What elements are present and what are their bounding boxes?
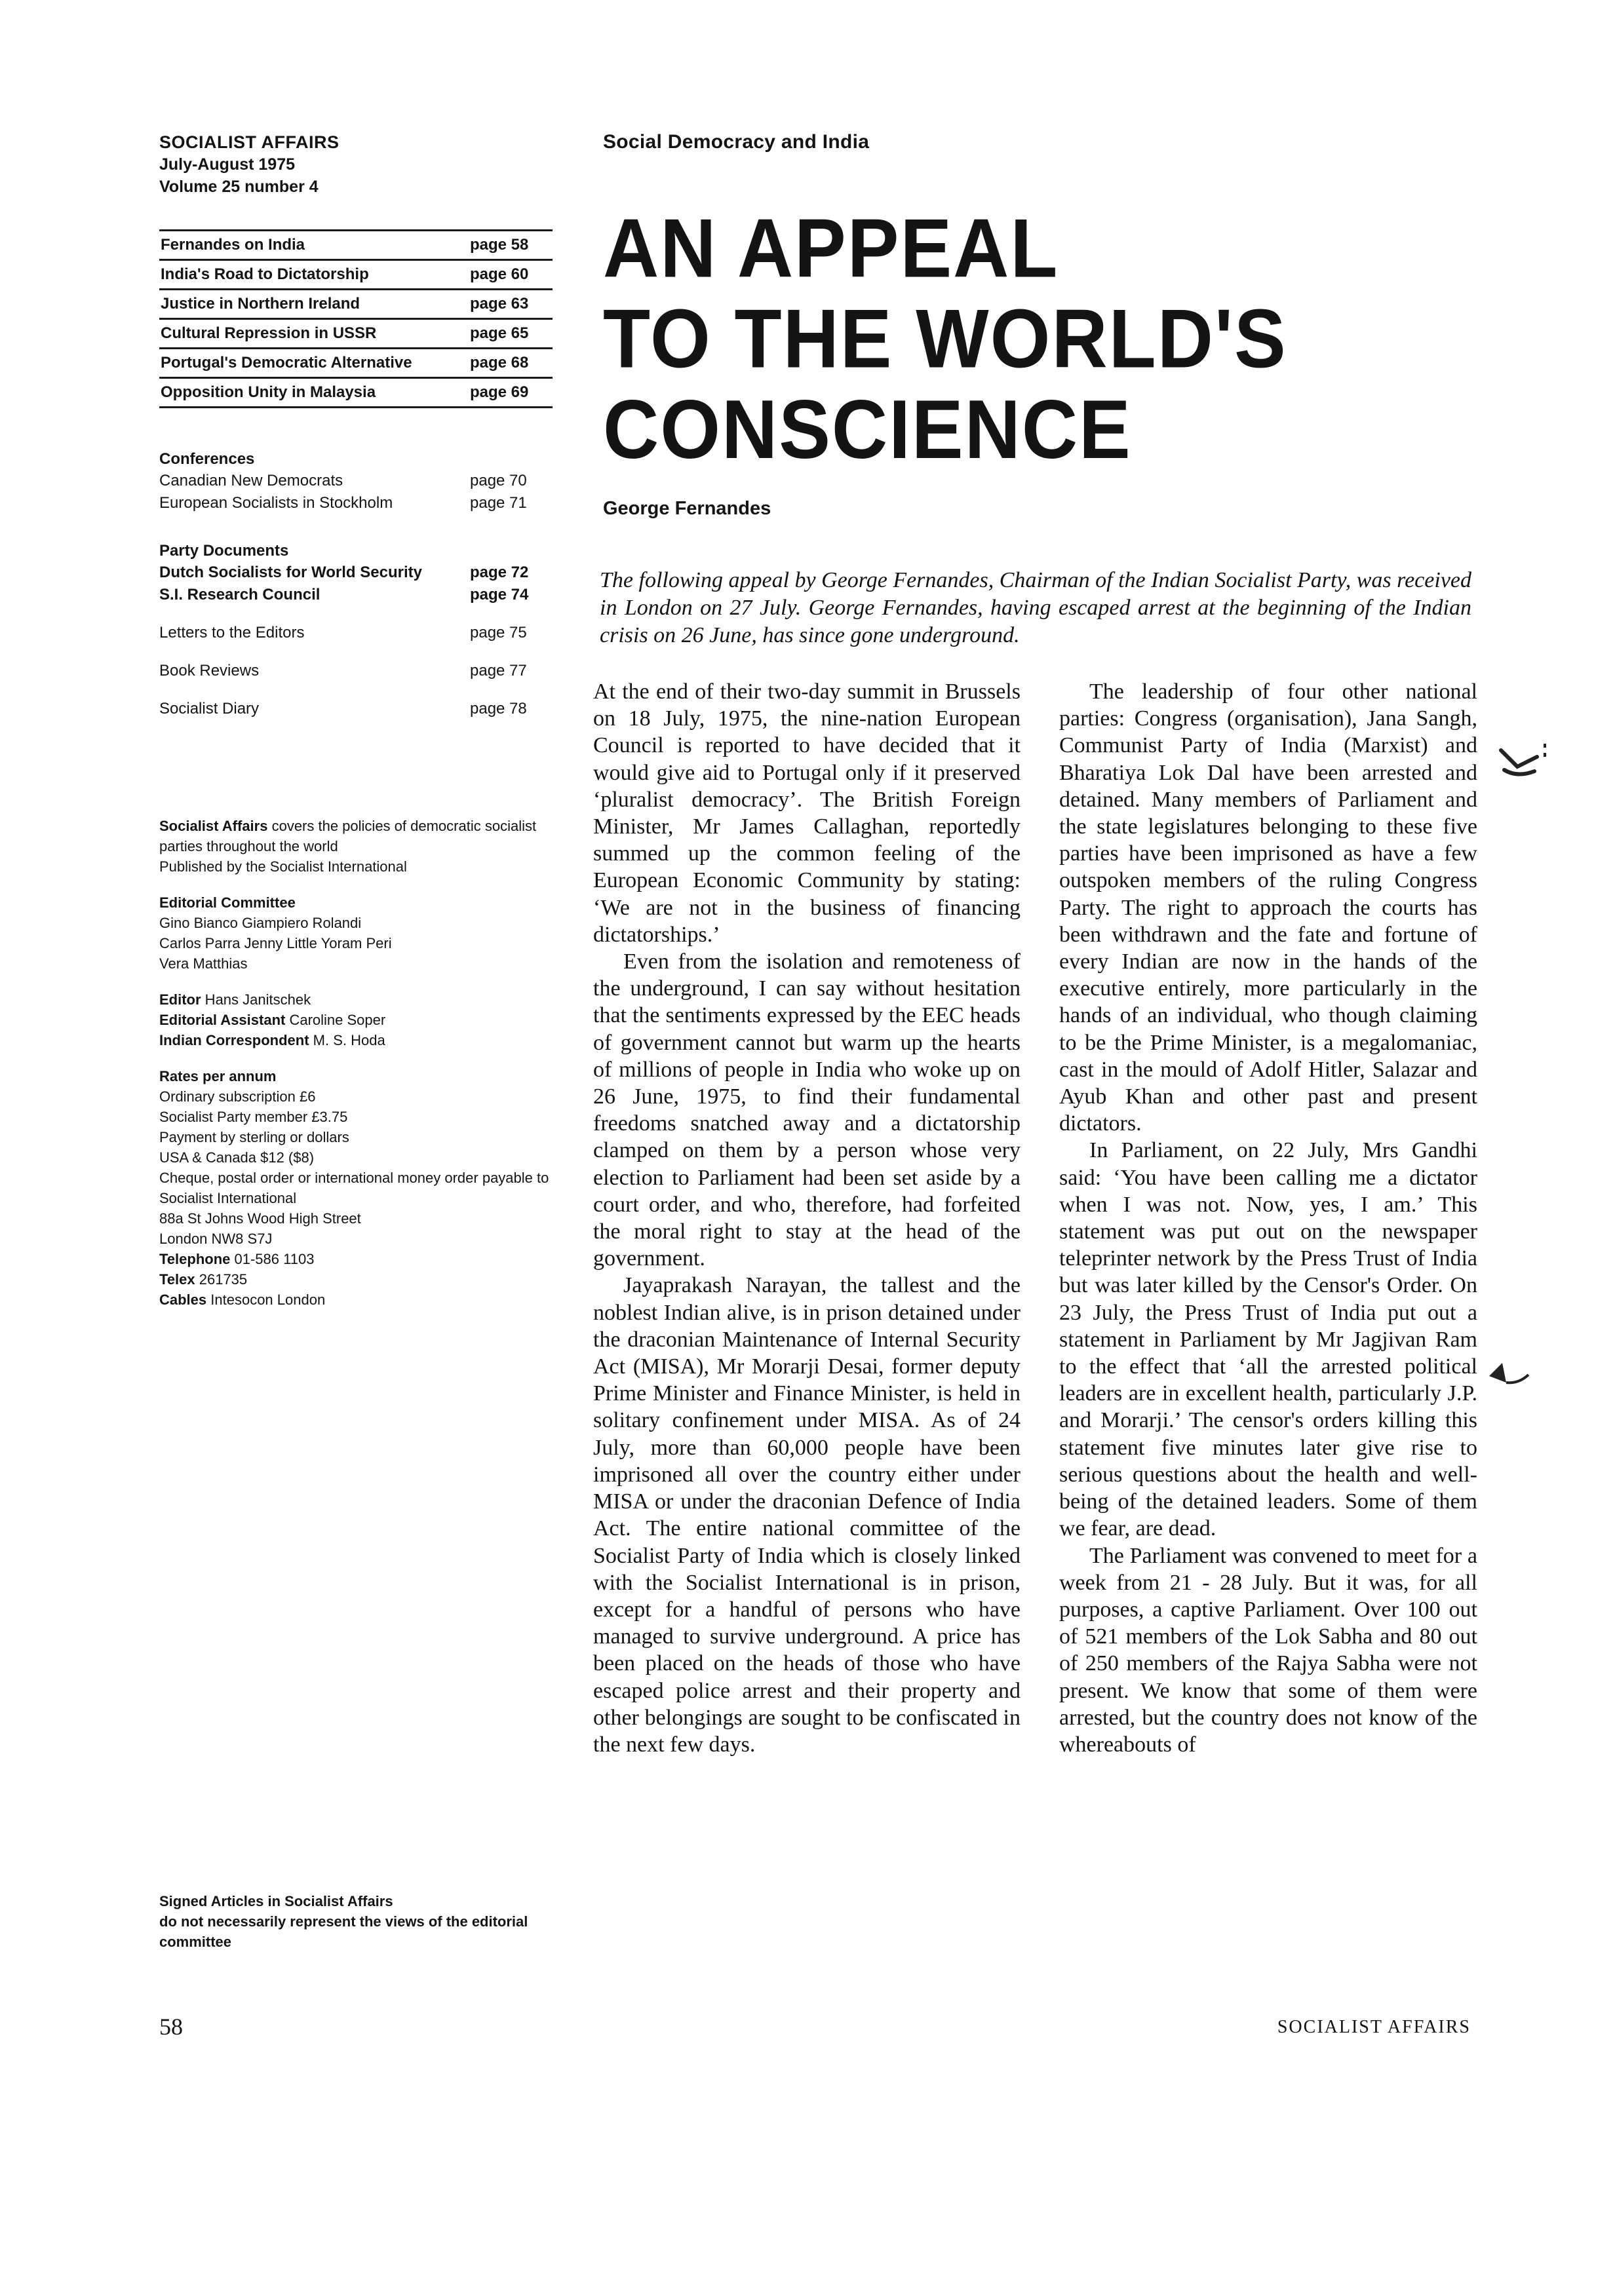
masthead-info bbox=[159, 816, 553, 1310]
toc-entry[interactable] bbox=[159, 660, 553, 682]
toc-entry[interactable] bbox=[159, 379, 553, 408]
toc-section-heading: Conferences bbox=[159, 450, 255, 468]
editor-name: Hans Janitschek bbox=[201, 991, 311, 1008]
telex-number: 261735 bbox=[195, 1271, 248, 1288]
telex-line bbox=[159, 1269, 553, 1290]
assistant-label: Editorial Assistant bbox=[159, 1012, 286, 1028]
assistant-line bbox=[159, 1010, 553, 1030]
publisher-line: Published by the Socialist International bbox=[159, 858, 407, 875]
payment-line: Payment by sterling or dollars bbox=[159, 1129, 349, 1145]
body-paragraph: The Parliament was convened to meet for a week from 21 - 28 July. But it was, for all purposes, a captive Parliament. Over 100 out of 521 members of the Lok Sabha and 80 out of 250 members of the Rajya Sabha were not present. We know that some of them were arrested, but the country does not know of the whereabouts of bbox=[1059, 1543, 1477, 1757]
telex-label: Telex bbox=[159, 1271, 195, 1288]
editors bbox=[159, 989, 553, 1050]
toc-entry-page: page 72 bbox=[470, 564, 529, 581]
toc-entry-page: page 69 bbox=[470, 383, 529, 401]
title-line: AN APPEAL bbox=[603, 201, 1059, 296]
telephone-line bbox=[159, 1249, 553, 1269]
address-line: 88a St Johns Wood High Street bbox=[159, 1210, 361, 1227]
toc-entry-title: European Socialists in Stockholm bbox=[159, 494, 393, 512]
toc-entry[interactable] bbox=[159, 622, 553, 644]
toc-entry[interactable] bbox=[159, 584, 553, 606]
payment-line: Cheque, postal order or international money order payable to Socialist International bbox=[159, 1170, 549, 1206]
toc-entry-title: India's Road to Dictatorship bbox=[161, 265, 369, 283]
body-column-1 bbox=[593, 678, 1021, 1758]
toc-entry-page: page 77 bbox=[470, 662, 527, 679]
toc-entry[interactable] bbox=[159, 261, 553, 290]
toc-entry-title: Portugal's Democratic Alternative bbox=[161, 354, 412, 372]
toc-entry[interactable] bbox=[159, 698, 553, 720]
toc-entry-title: Fernandes on India bbox=[161, 236, 305, 254]
toc-entry-title: Book Reviews bbox=[159, 662, 260, 679]
rate-line: Ordinary subscription £6 bbox=[159, 1088, 316, 1105]
committee-members: Vera Matthias bbox=[159, 955, 248, 972]
body-paragraph: In Parliament, on 22 July, Mrs Gandhi said: ‘You have been calling me a dictator when I was not. Now, yes, I am.’ This statement was put out on the newspaper teleprinter network by the Press Trust of India but was later killed by the Censor's Order. On 23 July, the Press Trust of India put out a statement in Parliament by Mr Jagjivan Ram to the effect that ‘all the arrested political leaders are in excellent health, particularly J.P. and Morarji.’ The censor's orders killing this statement five minutes later give rise to serious questions about the health and well-being of the detained leaders. Some of them we fear, are dead. bbox=[1059, 1138, 1477, 1541]
volume-number: Volume 25 number 4 bbox=[159, 178, 319, 196]
toc-entry-page: page 71 bbox=[470, 494, 527, 512]
body-column-2 bbox=[1059, 678, 1477, 1758]
toc-entry-page: page 74 bbox=[470, 586, 529, 603]
editor-line bbox=[159, 989, 553, 1010]
body-paragraph: The leadership of four other national parties: Congress (organisation), Jana Sangh, Communist Party of India (Marxist) and Bharatiya Lok Dal have been arrested and detained. Many members of Parliament and the state legislatures belonging to these five parties have been imprisoned as have a few outspoken members of the ruling Congress Party. The right to approach the courts has been withdrawn and the fate and fortune of every Indian are now in the hands of the executive entirely, more particularly in the hands of an individual, who though claiming to be the Prime Minister, is a megalomaniac, cast in the mould of Adolf Hitler, Salazar and Ayub Khan and other past and present dictators. bbox=[1059, 679, 1477, 1136]
toc-entry-page: page 58 bbox=[470, 236, 529, 254]
toc-entry-page: page 60 bbox=[470, 265, 529, 283]
toc-entry[interactable] bbox=[159, 492, 553, 514]
address-line: London NW8 S7J bbox=[159, 1231, 273, 1247]
article-intro: The following appeal by George Fernandes, Chairman of the Indian Socialist Party, was received in London on 27 July. George Fernandes, having escaped arrest at the beginning of the Indian crisis on 26 June, has since gone underground. bbox=[600, 568, 1471, 647]
toc-entry-page: page 63 bbox=[470, 295, 529, 313]
disclaimer-text: Signed Articles in bbox=[159, 1893, 285, 1909]
toc-entry-page: page 78 bbox=[470, 700, 527, 718]
correspondent-label: Indian Correspondent bbox=[159, 1032, 309, 1048]
magazine-name: SOCIALIST AFFAIRS bbox=[159, 132, 340, 152]
about-text: covers the policies of democratic socialist parties throughout the world bbox=[159, 818, 537, 854]
toc-entry[interactable] bbox=[159, 470, 553, 492]
toc-entry[interactable] bbox=[159, 231, 553, 261]
margin-mark-icon bbox=[1491, 737, 1550, 783]
contents-sidebar bbox=[159, 131, 553, 720]
editorial-committee bbox=[159, 892, 553, 974]
toc-entry[interactable] bbox=[159, 320, 553, 349]
title-line: CONSCIENCE bbox=[603, 383, 1132, 476]
about-description bbox=[159, 816, 553, 856]
subscription-rates bbox=[159, 1066, 553, 1310]
cables-label: Cables bbox=[159, 1292, 207, 1308]
committee-members: Gino Bianco Giampiero Rolandi bbox=[159, 915, 362, 931]
article-title bbox=[603, 203, 1455, 475]
disclaimer-magazine-name: Socialist Affairs bbox=[284, 1893, 393, 1909]
rate-line: USA & Canada $12 ($8) bbox=[159, 1149, 315, 1166]
correspondent-name: M. S. Hoda bbox=[309, 1032, 385, 1048]
toc-entry-page: page 68 bbox=[470, 354, 529, 372]
toc-entry-page: page 75 bbox=[470, 624, 527, 641]
toc-entry-title: Dutch Socialists for World Security bbox=[159, 564, 422, 581]
section-kicker: Social Democracy and India bbox=[603, 131, 870, 153]
telephone-number: 01-586 1103 bbox=[230, 1251, 315, 1267]
toc-entry-title: Cultural Repression in USSR bbox=[161, 324, 377, 342]
toc-entry[interactable] bbox=[159, 562, 553, 584]
toc-entry-title: Letters to the Editors bbox=[159, 624, 305, 641]
toc-entry-page: page 70 bbox=[470, 472, 527, 489]
toc-entry-title: Opposition Unity in Malaysia bbox=[161, 383, 376, 401]
toc-entry-title: Canadian New Democrats bbox=[159, 472, 343, 489]
telephone-label: Telephone bbox=[159, 1251, 231, 1267]
running-footer: SOCIALIST AFFAIRS bbox=[1277, 2017, 1471, 2037]
assistant-name: Caroline Soper bbox=[285, 1012, 386, 1028]
article-byline: George Fernandes bbox=[603, 498, 771, 519]
toc-entry-title: Socialist Diary bbox=[159, 700, 260, 718]
body-paragraph: At the end of their two-day summit in Brussels on 18 July, 1975, the nine-nation European Council is reported to have decided that it would give aid to Portugal only if it preserved ‘pluralist democracy’. The British Foreign Minister, Mr James Callaghan, reportedly summed up the common feeling of the European Economic Community by stating: ‘We are not in the business of financing dictatorships.’ bbox=[593, 679, 1021, 947]
cables-line bbox=[159, 1290, 553, 1310]
title-line: TO THE WORLD'S bbox=[603, 292, 1287, 386]
disclaimer-note bbox=[159, 1891, 553, 1952]
issue-date: July-August 1975 bbox=[159, 155, 296, 174]
page-number: 58 bbox=[159, 2014, 183, 2040]
editor-label: Editor bbox=[159, 991, 201, 1008]
rate-line: Socialist Party member £3.75 bbox=[159, 1109, 348, 1125]
margin-mark-icon bbox=[1483, 1350, 1535, 1396]
cables-address: Intesocon London bbox=[206, 1292, 326, 1308]
body-paragraph: Even from the isolation and remoteness of the underground, I can say without hesitation that the sentiments expressed by the EEC heads of government cannot but warm up the hearts of millions of people in India who woke up on 26 June, 1975, to find their fundamental freedoms snatched away and a dictatorship clamped on them by a person whose very election to Parliament had been set aside by a court order, and who, therefore, had forfeited the moral right to stay at the head of the government. bbox=[593, 949, 1021, 1271]
magazine-name-inline: Socialist Affairs bbox=[159, 818, 268, 834]
table-of-contents bbox=[159, 229, 553, 408]
toc-entry-title: S.I. Research Council bbox=[159, 586, 321, 603]
toc-party-documents bbox=[159, 541, 553, 606]
toc-section-heading: Party Documents bbox=[159, 542, 289, 560]
correspondent-line bbox=[159, 1030, 553, 1050]
toc-conferences bbox=[159, 449, 553, 514]
committee-label: Editorial Committee bbox=[159, 894, 296, 911]
toc-entry-title: Justice in Northern Ireland bbox=[161, 295, 360, 313]
toc-entry-page: page 65 bbox=[470, 324, 529, 342]
committee-members: Carlos Parra Jenny Little Yoram Peri bbox=[159, 935, 392, 951]
toc-entry[interactable] bbox=[159, 290, 553, 320]
disclaimer-text: do not necessarily represent the views of the editorial committee bbox=[159, 1913, 528, 1950]
body-paragraph: Jayaprakash Narayan, the tallest and the noblest Indian alive, is in prison detained under the draconian Maintenance of Internal Security Act (MISA), Mr Morarji Desai, former deputy Prime Minister and Finance Minister, is held in solitary confinement under MISA. As of 24 July, more than 60,000 people have been imprisoned all over the country either under MISA or under the draconian Defence of India Act. The entire national committee of the Socialist Party of India which is closely linked with the Socialist International is in prison, except for a handful of persons who have managed to survive underground. A price has been placed on the heads of those who have escaped police arrest and their property and other belongings are sought to be confiscated in the next few days. bbox=[593, 1273, 1021, 1757]
toc-entry[interactable] bbox=[159, 349, 553, 379]
rates-label: Rates per annum bbox=[159, 1068, 277, 1084]
